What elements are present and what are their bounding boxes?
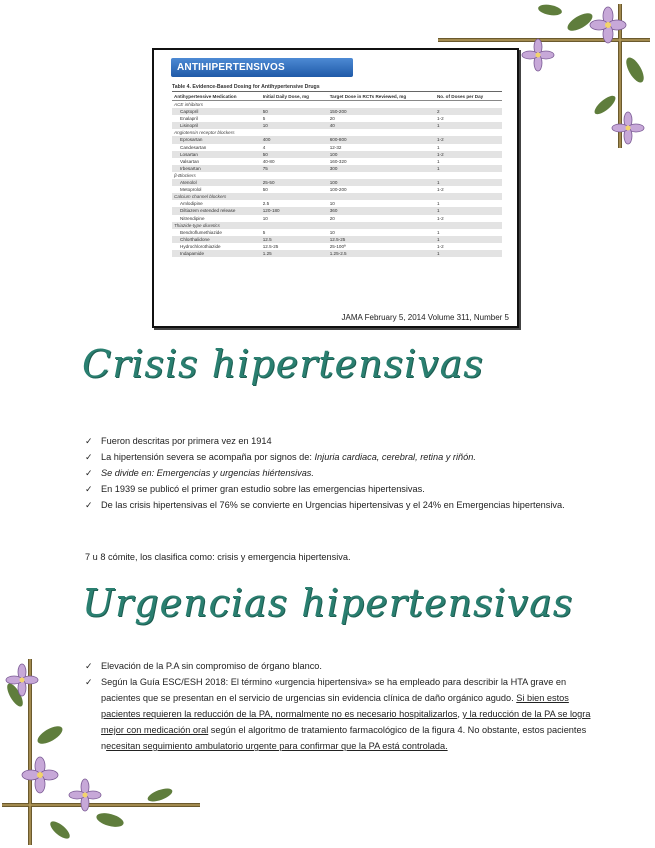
table-cell: 1.25-2.5 [328, 250, 435, 257]
table-group-row [172, 172, 502, 179]
table-row [172, 144, 502, 151]
heading-crisis-hipertensivas: Crisis hipertensivas [82, 342, 484, 386]
table-cell: Atenolol [172, 179, 261, 186]
table-cell: 12.5 [261, 236, 328, 243]
table-cell: Lisinopril [172, 122, 261, 129]
list-item-italic-text: Injuria cardiaca, cerebral, retina y riñón. [314, 452, 476, 462]
column-header: No. of Doses per Day [435, 93, 502, 101]
column-header: Antihypertensive Medication [172, 93, 261, 101]
table-cell [261, 222, 328, 229]
table-cell: 1-2 [435, 151, 502, 158]
table-row [172, 207, 502, 214]
table-cell: 1 [436, 201, 440, 207]
table-cell: Bendroflumethiazide [180, 229, 222, 235]
table-cell: 10 [329, 229, 335, 235]
table-cell [435, 193, 502, 200]
table-cell: Calcium channel blockers [172, 193, 261, 200]
figure-banner: ANTIHIPERTENSIVOS [171, 58, 353, 77]
table-cell [261, 129, 328, 136]
table-row [172, 243, 502, 250]
figure-caption: Table 4. Evidence-Based Dosing for Antihypertensive Drugs [172, 84, 320, 90]
table-cell: 1-2 [435, 136, 502, 143]
table-cell [261, 172, 328, 179]
table-cell: Captopril [172, 108, 261, 115]
table-cell: 1 [435, 250, 502, 257]
table-cell: 1 [435, 236, 502, 243]
table-cell: 1-2 [436, 116, 444, 122]
table-cell: Nitrendipine [180, 215, 205, 221]
list-item-text: , [457, 709, 463, 719]
table-row [172, 136, 502, 143]
table-cell: 12.5-25 [262, 243, 279, 249]
table-cell [261, 101, 328, 109]
table-cell [328, 193, 435, 200]
underlined-text: ecesitan seguimiento ambulatorio urgente para confirmar que la PA está controlada. [106, 741, 448, 751]
table-cell: 10 [262, 215, 268, 221]
table-cell: 10 [329, 201, 335, 207]
table-cell: 2 [435, 108, 502, 115]
table-cell: Chlorthalidone [172, 236, 261, 243]
table-cell: 4 [262, 144, 266, 150]
table-row [172, 215, 502, 222]
table-group-row [172, 129, 502, 136]
figure-source: JAMA February 5, 2014 Volume 311, Number 5 [341, 313, 509, 322]
dosing-table [172, 93, 502, 257]
table-cell: β-Blockers [174, 172, 196, 178]
list-item-text: según el algoritmo de tratamiento farmacológico de la figura 4. No obstante, estos pacientes n [101, 725, 587, 751]
table-row [172, 250, 502, 257]
table-cell: Hydrochlorothiazide [180, 243, 221, 249]
heading-urgencias-hipertensivas: Urgencias hipertensivas [82, 581, 574, 625]
table-group-row [172, 101, 502, 109]
crisis-bullet-list [85, 433, 625, 513]
table-cell: 10 [261, 122, 328, 129]
table-cell: 5 [262, 116, 266, 122]
table-cell [328, 101, 435, 109]
table-cell: 50 [261, 108, 328, 115]
table-cell: 150-200 [328, 108, 435, 115]
table-cell: 20 [329, 116, 335, 122]
table-cell: 1 [435, 179, 502, 186]
table-cell: 1 [435, 165, 502, 172]
list-item [85, 481, 625, 497]
list-item-text: Según la Guía ESC/ESH 2018: El término «urgencia hipertensiva» se ha empleado para describir la HTA grave en pacientes que se presentan en el servicio de urgencias sin evidencia clínica de daño orgánico agudo. [101, 677, 567, 703]
table-cell: 100 [328, 179, 435, 186]
table-cell: ACE inhibitors [174, 102, 204, 107]
table-cell: 120-180 [261, 207, 328, 214]
table-group-row [172, 193, 502, 200]
table-cell: 12-32 [329, 144, 342, 150]
list-item-text: Fueron descritas por primera vez en 1914 [101, 436, 272, 446]
table-row [172, 186, 502, 193]
table-cell [328, 129, 435, 136]
list-item-text: En 1939 se publicó el primer gran estudio sobre las emergencias hipertensivas. [101, 484, 425, 494]
table-row [172, 108, 502, 115]
table-cell [435, 172, 502, 179]
table-cell: Irbesartan [172, 165, 261, 172]
table-cell [435, 222, 502, 229]
table-cell: 360 [328, 207, 435, 214]
table-group-row [172, 222, 502, 229]
table-row [172, 229, 502, 236]
table-cell: 2.5 [262, 201, 270, 207]
list-item [85, 449, 625, 465]
table-row [172, 236, 502, 243]
table-cell: Candesartan [180, 144, 207, 150]
table-cell: 1.25 [261, 250, 328, 257]
table-cell: Amlodipine [180, 201, 203, 207]
table-cell [328, 222, 435, 229]
table-cell: 160-320 [329, 158, 347, 164]
table-cell: 1-2 [436, 243, 444, 249]
table-cell: 40-80 [262, 158, 275, 164]
table-cell: Losartan [172, 151, 261, 158]
table-cell: 1 [436, 229, 440, 235]
table-cell: 5 [262, 229, 266, 235]
table-cell: 1 [436, 158, 440, 164]
table-cell: 25-50 [261, 179, 328, 186]
table-cell: 100-200 [329, 187, 347, 193]
floral-corner-ornament-bottom-left [0, 655, 205, 848]
table-cell [328, 172, 435, 179]
table-cell: Eprosartan [172, 136, 261, 143]
column-header: Initial Daily Dose, mg [261, 93, 328, 101]
table-header-row [172, 93, 502, 101]
column-header: Target Dose in RCTs Reviewed, mg [328, 93, 435, 101]
table-cell: 1-2 [436, 215, 444, 221]
table-cell [261, 193, 328, 200]
table-cell: 75 [261, 165, 328, 172]
list-item [85, 433, 625, 449]
table-row [172, 158, 502, 165]
table-row [172, 200, 502, 207]
classification-paragraph: 7 u 8 cómite, los clasifica como: crisis y emergencia hipertensiva. [85, 552, 351, 562]
table-cell: 100 [328, 151, 435, 158]
table-row [172, 179, 502, 186]
table-cell: 1 [435, 122, 502, 129]
table-cell: 1-2 [436, 187, 444, 193]
list-item-text: La hipertensión severa se acompaña por signos de: [101, 452, 315, 462]
table-cell: 12.5-25 [328, 236, 435, 243]
list-item [85, 497, 625, 513]
list-item-text: De las crisis hipertensivas el 76% se convierte en Urgencias hipertensivas y el 24% en Emergencias hipertensiva. [101, 500, 565, 510]
list-item [85, 465, 625, 481]
table-cell: 20 [329, 215, 335, 221]
table-cell [435, 101, 502, 109]
table-cell: 600-800 [328, 136, 435, 143]
table-cell: Thiazide-type diuretics [172, 222, 261, 229]
antihypertensive-table-figure [152, 48, 519, 328]
table-cell: 400 [261, 136, 328, 143]
table-cell: 50 [261, 151, 328, 158]
table-cell [435, 129, 502, 136]
table-cell: Indapamide [172, 250, 261, 257]
table-cell: 1 [435, 207, 502, 214]
figure-rule [172, 91, 502, 92]
list-item-italic-text: Se divide en: Emergencias y urgencias hiértensivas. [101, 468, 314, 478]
table-cell: 50 [262, 187, 268, 193]
table-cell: Metoprolol [180, 187, 202, 193]
table-cell: 40 [328, 122, 435, 129]
table-row [172, 165, 502, 172]
table-row [172, 151, 502, 158]
table-cell: Diltiazem extended release [172, 207, 261, 214]
underlined-text: y la reducción de la PA se logra mejor con medicación oral [101, 709, 591, 735]
list-item-text: Elevación de la P.A sin compromiso de órgano blanco. [101, 661, 322, 671]
table-row [172, 122, 502, 129]
table-cell: Valsartan [180, 158, 200, 164]
table-row [172, 115, 502, 122]
table-cell: 1 [436, 144, 440, 150]
table-cell: 25-100ª [329, 243, 346, 249]
underlined-text: Si bien estos pacientes requieren la reducción de la PA, normalmente no es necesario hospitalizarlos [101, 693, 569, 719]
table-cell: Angiotensin receptor blockers [174, 130, 235, 136]
table-cell: Enalapril [180, 116, 198, 122]
table-cell: 300 [328, 165, 435, 172]
